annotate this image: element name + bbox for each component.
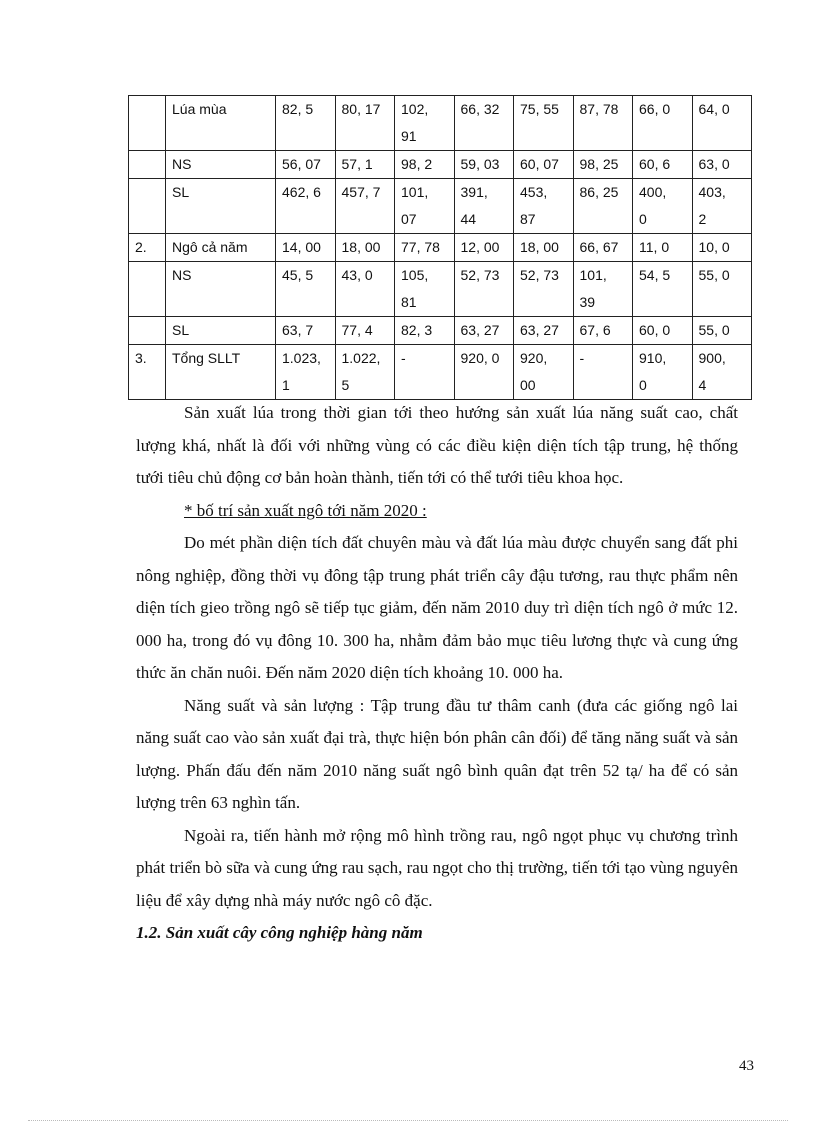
table-cell: 63, 27 (514, 317, 574, 345)
table-cell: 60, 07 (514, 151, 574, 179)
table-cell: 66, 32 (454, 96, 514, 151)
table-cell: SL (166, 317, 276, 345)
table-cell: 2. (129, 234, 166, 262)
footer-divider (28, 1120, 788, 1121)
table-cell: 55, 0 (692, 262, 752, 317)
table-cell: 18, 00 (335, 234, 395, 262)
subheading-corn-2020 (136, 495, 738, 528)
table-cell: 63, 27 (454, 317, 514, 345)
table-cell: 391, 44 (454, 179, 514, 234)
table-cell: 77, 78 (395, 234, 455, 262)
table-cell: 66, 67 (573, 234, 633, 262)
table-cell: 1.022, 5 (335, 345, 395, 400)
table-row (129, 179, 752, 234)
body-text (136, 397, 738, 950)
table-cell (129, 96, 166, 151)
paragraph-vegetable-model: Ngoài ra, tiến hành mở rộng mô hình trồng rau, ngô ngọt phục vụ chương trình phát triển bò sữa và cung ứng rau sạch, rau ngọt cho thị trường, tiến tới tạo vùng nguyên liệu để xây dựng nhà máy nước ngô cô đặc. (136, 825, 738, 910)
table-cell: 400, 0 (633, 179, 693, 234)
table-cell: NS (166, 262, 276, 317)
table-cell: 12, 00 (454, 234, 514, 262)
table-cell (129, 179, 166, 234)
table-cell: 900, 4 (692, 345, 752, 400)
table-cell: 80, 17 (335, 96, 395, 151)
table-cell: 64, 0 (692, 96, 752, 151)
table-cell: 52, 73 (514, 262, 574, 317)
table-row (129, 345, 752, 400)
table-cell: 101, 39 (573, 262, 633, 317)
page-number: 43 (739, 1058, 754, 1074)
table-cell: 66, 0 (633, 96, 693, 151)
table-row (129, 96, 752, 151)
table-cell: 920, 0 (454, 345, 514, 400)
table-cell: 60, 0 (633, 317, 693, 345)
table-cell: 86, 25 (573, 179, 633, 234)
paragraph-yield-output: Năng suất và sản lượng : Tập trung đầu tư thâm canh (đưa các giống ngô lai năng suất cao vào sản xuất đại trà, thực hiện bón phân cân đối) để tăng năng suất và sản lượng. Phấn đấu đến năm 2010 năng suất ngô bình quân đạt trên 52 tạ/ ha để có sản lượng trên 63 nghìn tấn. (136, 695, 738, 812)
table-cell: 77, 4 (335, 317, 395, 345)
table-cell: 11, 0 (633, 234, 693, 262)
paragraph-rice-production: Sản xuất lúa trong thời gian tới theo hướng sản xuất lúa năng suất cao, chất lượng khá, nhất là đối với những vùng có các điều kiện diện tích tập trung, hệ thống tưới tiêu chủ động cơ bản hoàn thành, tiến tới có thể tưới tiêu khoa học. (136, 403, 738, 487)
table-cell: 56, 07 (276, 151, 336, 179)
table-cell: 82, 5 (276, 96, 336, 151)
table-cell: 63, 0 (692, 151, 752, 179)
table-cell: 57, 1 (335, 151, 395, 179)
table-cell: Tổng SLLT (166, 345, 276, 400)
table-cell: 59, 03 (454, 151, 514, 179)
table-cell: 105, 81 (395, 262, 455, 317)
table-cell: 60, 6 (633, 151, 693, 179)
table-row (129, 234, 752, 262)
table-cell: 3. (129, 345, 166, 400)
table-cell: 54, 5 (633, 262, 693, 317)
paragraph-corn-area: Do mét phần diện tích đất chuyên màu và đất lúa màu được chuyển sang đất phi nông nghiệp, đồng thời vụ đông tập trung phát triển cây đậu tương, rau thực phẩm nên diện tích gieo trồng ngô sẽ tiếp tục giảm, đến năm 2010 duy trì diện tích ngô ở mức 12. 000 ha, trong đó vụ đông 10. 300 ha, nhằm đảm bảo mục tiêu lương thực và cung ứng thức ăn chăn nuôi. Đến năm 2020 diện tích khoảng 10. 000 ha. (136, 533, 738, 682)
table-cell: 453, 87 (514, 179, 574, 234)
table-cell: 87, 78 (573, 96, 633, 151)
table-row (129, 262, 752, 317)
section-heading: 1.2. Sản xuất cây công nghiệp hàng năm (136, 923, 423, 942)
table-cell (129, 262, 166, 317)
table-cell: 55, 0 (692, 317, 752, 345)
table-cell: 14, 00 (276, 234, 336, 262)
table-cell: 462, 6 (276, 179, 336, 234)
table-cell: - (573, 345, 633, 400)
crop-statistics-table (128, 95, 752, 400)
table-cell: 101, 07 (395, 179, 455, 234)
table-cell: 18, 00 (514, 234, 574, 262)
table-cell: 52, 73 (454, 262, 514, 317)
table-cell: SL (166, 179, 276, 234)
subheading-corn-2020-text: * bố trí sản xuất ngô tới năm 2020 : (184, 500, 427, 520)
table-cell: 45, 5 (276, 262, 336, 317)
table-cell: 910, 0 (633, 345, 693, 400)
table-cell: 102, 91 (395, 96, 455, 151)
table-cell: - (395, 345, 455, 400)
table-cell: 10, 0 (692, 234, 752, 262)
table-cell: 457, 7 (335, 179, 395, 234)
table-cell: Lúa mùa (166, 96, 276, 151)
table-cell: 920, 00 (514, 345, 574, 400)
table-cell: 1.023, 1 (276, 345, 336, 400)
table-cell: 63, 7 (276, 317, 336, 345)
table-row (129, 151, 752, 179)
table-cell: NS (166, 151, 276, 179)
table-cell: 403, 2 (692, 179, 752, 234)
table-cell: 43, 0 (335, 262, 395, 317)
table-cell: 98, 25 (573, 151, 633, 179)
table-cell: Ngô cả năm (166, 234, 276, 262)
table-cell: 98, 2 (395, 151, 455, 179)
table-row (129, 317, 752, 345)
table-body (129, 96, 752, 400)
table-cell: 82, 3 (395, 317, 455, 345)
table-cell: 67, 6 (573, 317, 633, 345)
table-cell: 75, 55 (514, 96, 574, 151)
table-cell (129, 151, 166, 179)
table-cell (129, 317, 166, 345)
